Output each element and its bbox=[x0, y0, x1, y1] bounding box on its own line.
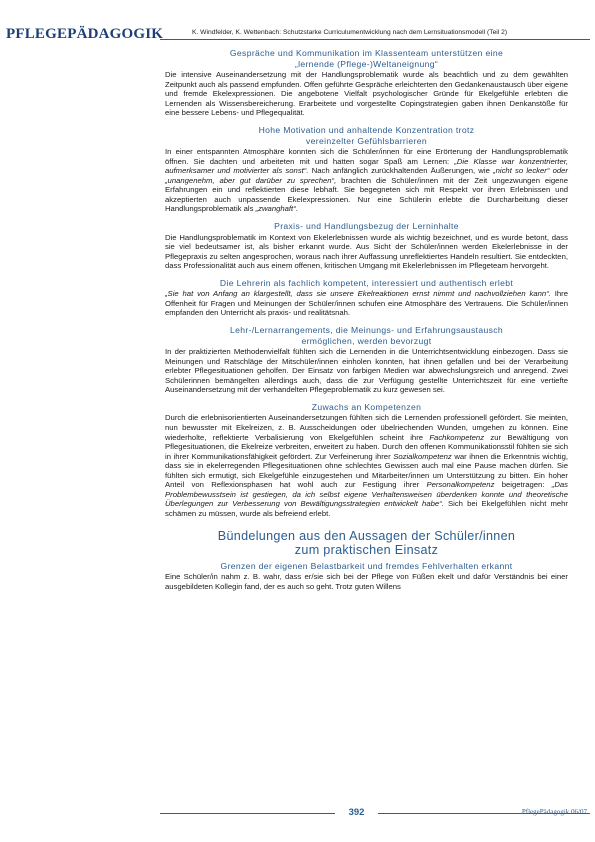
section-gespraeche bbox=[165, 48, 568, 118]
section-paragraph: Eine Schüler/in nahm z. B. wahr, dass er/sie sich bei der Pflege von Füßen ekelt und dafür Verständnis bei einer ausgebildeten Kollegin fand, der es auch so geht. Trotz guten Willens bbox=[165, 572, 568, 592]
article-column bbox=[165, 48, 568, 599]
quote: „Das Problembewusstsein ist gestiegen, da ich selbst eigene Verhaltensweisen überdenken konnte und theoretische Überlegungen zur Verbesserung von Bewältigungsstrategien entwickelt habe“. bbox=[165, 480, 569, 509]
quote: „Die Klasse war konzentrierter, aufmerksamer und motivierter als sonst“. bbox=[165, 156, 568, 176]
footer-rule bbox=[160, 813, 335, 814]
section-paragraph: „Sie hat von Anfang an klargestellt, dass sie unsere Ekelreaktionen ernst nimmt und nachvollziehen kann“. Ihre Offenheit für Fragen und Meinungen der Schüler/innen schufen eine Atmosphäre des Vertrauens. Die Schüler/innen empfanden den Unterricht als praxis- und realitätsnah. bbox=[165, 289, 568, 318]
quote: „zwanghaft“ bbox=[255, 204, 296, 214]
term: Sozialkompetenz bbox=[393, 451, 452, 461]
section-motivation bbox=[165, 125, 568, 214]
section-heading: Hohe Motivation und anhaltende Konzentration trotz vereinzelter Gefühlsbarrieren bbox=[258, 124, 475, 146]
section-kompetenzen bbox=[165, 402, 568, 519]
running-head: K. Windfelder, K. Wettenbach: Schutzstarke Curriculumentwicklung nach dem Lernsituationsmodell (Teil 2) bbox=[192, 29, 508, 36]
section-lehr-lernarrangements bbox=[165, 325, 568, 395]
section-heading: Lehr-/Lernarrangements, die Meinungs- und Erfahrungsaustausch ermöglichen, werden bevorzugt bbox=[229, 324, 504, 346]
header-rule bbox=[160, 39, 590, 40]
section-lehrerin bbox=[165, 278, 568, 318]
section-paragraph: Die Handlungsproblematik im Kontext von Ekelerlebnissen wurde als wichtig bezeichnet, und es wurde betont, dass sie viel bedeutsamer ist, als bisher erkannt wurde. Aus Sicht der Schüler/innen werden Ekelerlebnisse in der Pflegepraxis zu selten angesprochen, woraus nach ihrer Auffassung unreflektiertes Handeln resultiert. Sie entdeckten, dass Professionalität auch aus einem offenen, kritischen Umgang mit Ekelerlebnissen im Pflegeteam hervorgeht. bbox=[165, 232, 568, 271]
section-grenzen bbox=[165, 561, 568, 592]
section-paragraph: Die intensive Auseinandersetzung mit der Handlungsproblematik wurde als beachtlich und zu dem gewählten Zeitpunkt auch als passend empfunden. Offen geführte Gespräche erleichterten den Gedankenaustausch über eigene und fremde Ekelexpressionen. Die angebotene Vielfalt psychologischer Gründe für Ekelgefühle erlebten die Lernenden als Wissensbereicherung. Erarbeitete und vorgestellte Copingstrategien gaben ihnen Denkanstöße für eine bessere Lebens- und Pflegequalität. bbox=[165, 70, 568, 118]
section-paragraph: Durch die erlebnisorientierten Auseinandersetzungen fühlten sich die Lernenden professionell gefördert. Sie meinten, nun bewusster mit Ekelreizen, z. B. Ausscheidungen oder übelriechenden Wunden, umgehen zu können. Eine wiederholte, reflektierte Verbalisierung von Ekelgefühlen scheint ihre Fachkompetenz zur Bewältigung von Pflegesituationen, die Ekelreize verbreiten, erweitert zu haben. Durch den offenen Kommunikationsstil fühlten sie sich in ihrer Kommunikationsfähigkeit gefördert. Zur Verfeinerung ihrer Sozialkompetenz war ihnen die Erkenntnis wichtig, dass sie in ekelerregenden Pflegesituationen ohne schlechtes Gewissen auch mal eine Pause machen dürfen. Sie fühlten sich ermutigt, sich Ekelgefühle einzugestehen und Mitarbeiter/innen um Unterstützung zu bitten. Ein hoher Anteil von Reflexionsphasen hat wohl auch zur Festigung ihrer Personalkompetenz beigetragen: „Das Problembewusstsein ist gestiegen, da ich selbst eigene Verhaltensweisen überdenken konnte und theoretische Überlegungen zur Verbesserung von Bewältigungsstrategien entwickelt habe“. Sich bei Ekelgefühlen nicht mehr schämen zu müssen, wurde als befreiend erlebt. bbox=[165, 413, 569, 518]
main-section-heading: Bündelungen aus den Aussagen der Schüler/innen zum praktischen Einsatz bbox=[217, 529, 516, 557]
section-heading: Grenzen der eigenen Belastbarkeit und fremdes Fehlverhalten erkannt bbox=[220, 560, 513, 571]
journal-logo: PFLEGEPÄDAGOGIK bbox=[6, 26, 164, 42]
journal-issue: PflegePädagogik 06/07 bbox=[521, 808, 587, 816]
quote: „Sie hat von Anfang an klargestellt, dass sie unsere Ekelreaktionen ernst nimmt und nachvollziehen kann“. bbox=[165, 289, 551, 299]
section-heading: Praxis- und Handlungsbezug der Lerninhalte bbox=[274, 220, 459, 231]
quote: „nicht so lecker“ oder „unangenehm, aber gut darüber zu sprechen“, bbox=[165, 166, 568, 185]
section-heading: Gespräche und Kommunikation im Klassenteam unterstützen eine „lernende (Pflege-)Weltaneignung“ bbox=[229, 48, 504, 69]
section-paragraph: In einer entspannten Atmosphäre konnten sich die Schüler/innen für eine Erörterung der Handlungsproblematik öffnen. Sie dachten und arbeiteten mit und hatten sogar Spaß am Lernen: „Die Klasse war konzentrierter, aufmerksamer und motivierter als sonst“. Nach anfänglich zurückhaltenden Äußerungen, wie „nicht so lecker“ oder „unangenehm, aber gut darüber zu sprechen“, brachten die Schüler/innen mit der Zeit ungezwungen eigene Erfahrungen ein und reflektierten diese lebhaft. Sie begegneten sich mit Respekt vor ihren Erlebnissen und akzeptierten auch unpassende Ekelexpressionen. Nur eine Schülerin erlebte die Durcharbeitung dieser Handlungsproblematik als „zwanghaft“. bbox=[165, 147, 568, 214]
page-number: 392 bbox=[335, 806, 378, 820]
term: Fachkompetenz bbox=[429, 432, 485, 442]
section-heading: Zuwachs an Kompetenzen bbox=[311, 401, 422, 412]
term: Personalkompetenz bbox=[426, 480, 495, 490]
section-paragraph: In der praktizierten Methodenvielfalt fühlten sich die Lernenden in die Unterrichtsentwicklung einbezogen. Dass sie Meinungen und Ratschläge der Mitschüler/innen einholen konnten, hat ihnen gefallen und bei der Verarbeitung erlebter Pflegesituationen geholfen. Der Einsatz von farbigen Medien war abwechslungsreich und anregend. Zwei Schülerinnen bemängelten allerdings auch, dass die zur Verfügung gestellte Unterrichtszeit für eine vertiefte Auseinandersetzung mit der verhandelten Pflegeproblematik zu kurz gewesen sei. bbox=[165, 347, 568, 395]
section-heading: Die Lehrerin als fachlich kompetent, interessiert und authentisch erlebt bbox=[219, 277, 514, 288]
section-praxisbezug bbox=[165, 221, 568, 271]
